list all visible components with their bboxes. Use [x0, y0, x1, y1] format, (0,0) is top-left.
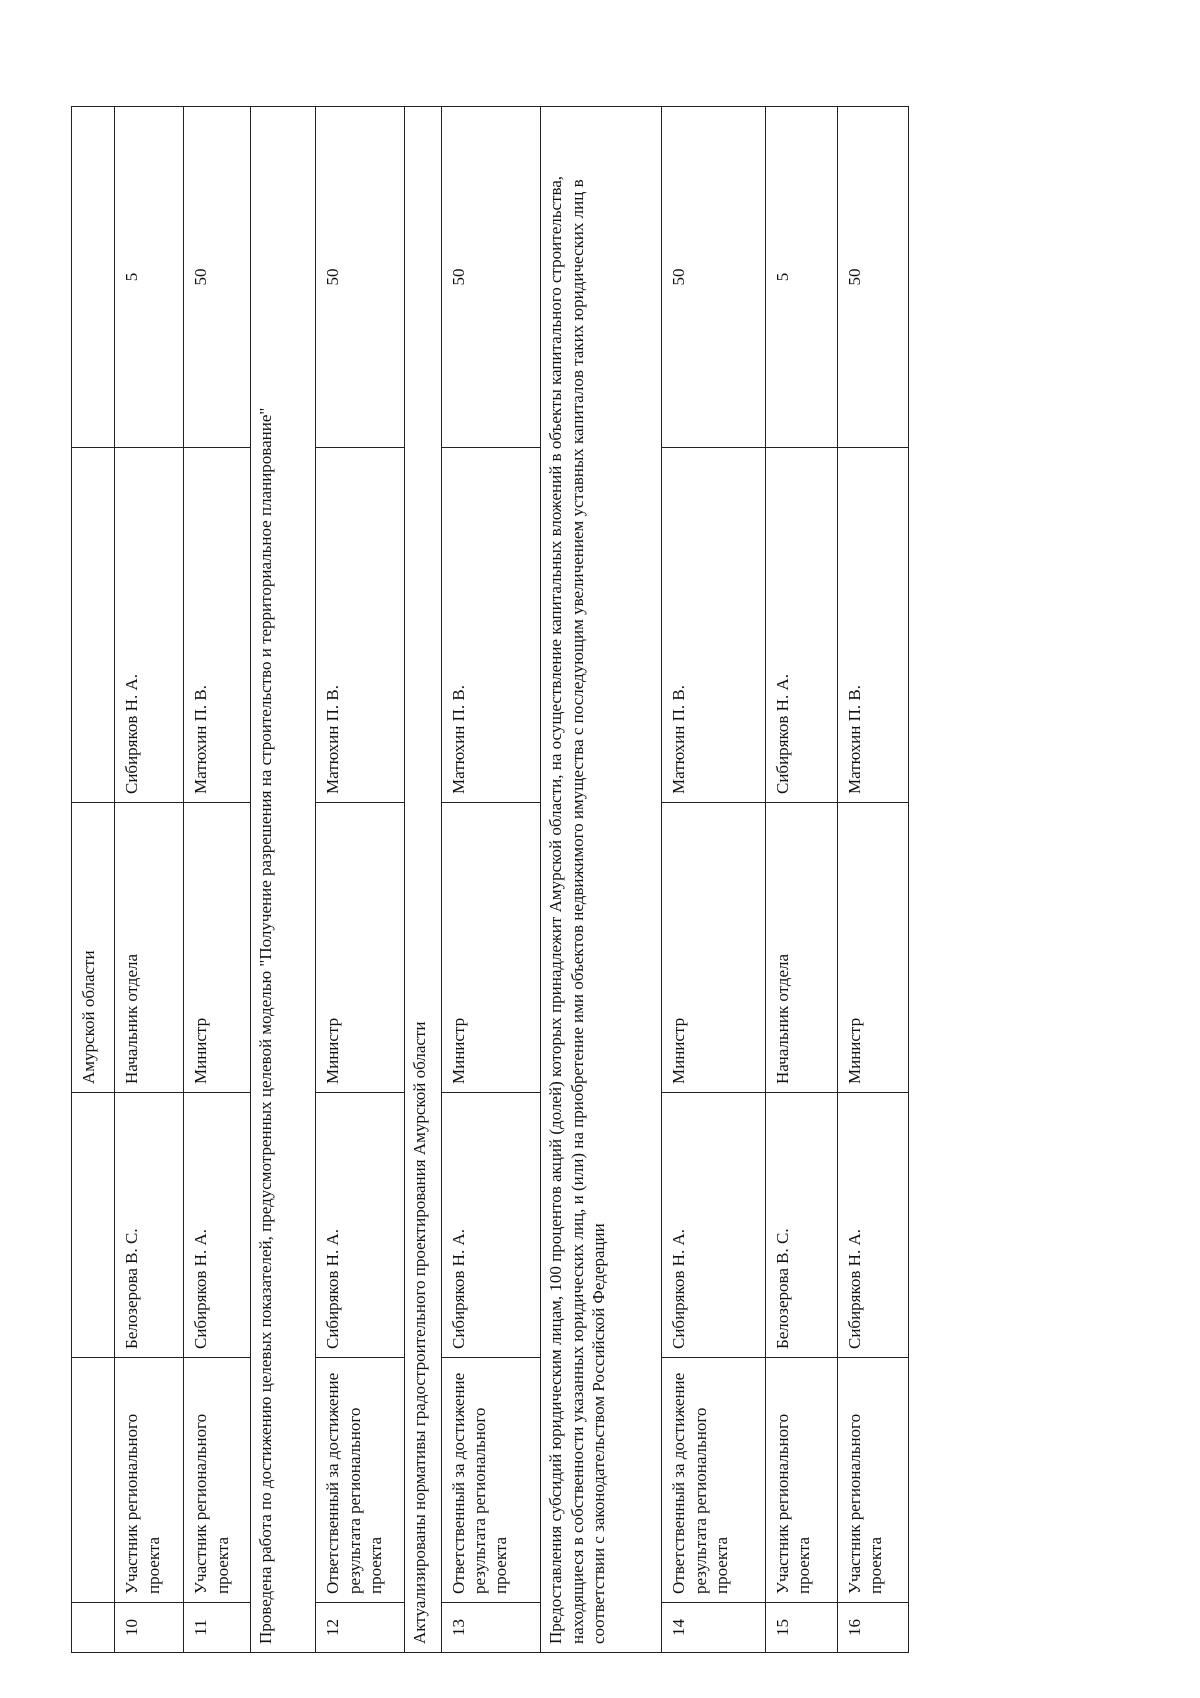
cell-position: Министр: [441, 803, 540, 1093]
table-row-continuation: [72, 107, 115, 1653]
cell-role: Участник регионального проекта: [115, 1358, 184, 1603]
section-heading: Актуализированы нормативы градостроительного проектирования Амурской области: [405, 107, 442, 1653]
cell-position: Министр: [184, 803, 251, 1093]
cell-number: 10: [115, 1603, 184, 1653]
cell-person: Белозерова В. С.: [115, 1093, 184, 1358]
participants-table-body: [72, 107, 909, 1653]
cell-person: Сибиряков Н. А.: [662, 1093, 766, 1358]
participants-table: [71, 106, 909, 1653]
cell-position: Начальник отдела: [115, 803, 184, 1093]
cell-supervisor: Матюхин П. В.: [316, 448, 405, 803]
cell-person: Белозерова В. С.: [766, 1093, 837, 1358]
cell-person: Сибиряков Н. А.: [837, 1093, 908, 1358]
cell-person: Сибиряков Н. А.: [184, 1093, 251, 1358]
cell-value: 50: [662, 107, 766, 448]
cell-position: Начальник отдела: [766, 803, 837, 1093]
table-section-row: [405, 107, 442, 1653]
cell-number: 12: [316, 1603, 405, 1653]
table-row: [316, 107, 405, 1653]
cell-supervisor: Матюхин П. В.: [441, 448, 540, 803]
cell-role: Ответственный за достижение результата регионального проекта: [316, 1358, 405, 1603]
cell-role: Ответственный за достижение результата регионального проекта: [441, 1358, 540, 1603]
section-heading: Предоставления субсидий юридическим лицам, 100 процентов акций (долей) которых принадлежит Амурской области, на осуществление капитальных вложений в объекты капитального строительства, находящиеся в собственности указанных юридических лиц, и (или) на приобретение ими объектов недвижимого имущества с последующим увеличением уставных капиталов таких юридических лиц в соответствии с законодательством Российской Федерации: [541, 107, 662, 1653]
cell-number: 15: [766, 1603, 837, 1653]
table-row: [766, 107, 837, 1653]
table-section-row: [251, 107, 316, 1653]
table-row: [441, 107, 540, 1653]
cell-person: Сибиряков Н. А.: [441, 1093, 540, 1358]
cell-number: [72, 1603, 115, 1653]
cell-number: 13: [441, 1603, 540, 1653]
cell-person: [72, 1093, 115, 1358]
cell-role: Участник регионального проекта: [184, 1358, 251, 1603]
table-row: [837, 107, 908, 1653]
cell-supervisor: Сибиряков Н. А.: [115, 448, 184, 803]
cell-supervisor: [72, 448, 115, 803]
cell-number: 11: [184, 1603, 251, 1653]
cell-value: 5: [115, 107, 184, 448]
cell-position: Министр: [837, 803, 908, 1093]
table-row: [662, 107, 766, 1653]
table-section-row: [541, 107, 662, 1653]
rotated-document-page: [71, 107, 909, 1653]
cell-supervisor: Матюхин П. В.: [184, 448, 251, 803]
cell-role: [72, 1358, 115, 1603]
cell-value: 50: [441, 107, 540, 448]
table-row: [115, 107, 184, 1653]
cell-role: Участник регионального проекта: [837, 1358, 908, 1603]
cell-number: 14: [662, 1603, 766, 1653]
table-row: [184, 107, 251, 1653]
cell-value: 50: [316, 107, 405, 448]
cell-value: 50: [837, 107, 908, 448]
cell-position: Министр: [662, 803, 766, 1093]
cell-value: 50: [184, 107, 251, 448]
cell-supervisor: Матюхин П. В.: [837, 448, 908, 803]
cell-position: Министр: [316, 803, 405, 1093]
cell-supervisor: Сибиряков Н. А.: [766, 448, 837, 803]
cell-role: Ответственный за достижение результата регионального проекта: [662, 1358, 766, 1603]
section-heading: Проведена работа по достижению целевых показателей, предусмотренных целевой моделью "Получение разрешения на строительство и территориальное планирование": [251, 107, 316, 1653]
cell-number: 16: [837, 1603, 908, 1653]
cell-person: Сибиряков Н. А.: [316, 1093, 405, 1358]
cell-position: Амурской области: [72, 803, 115, 1093]
cell-role: Участник регионального проекта: [766, 1358, 837, 1603]
cell-value: 5: [766, 107, 837, 448]
cell-supervisor: Матюхин П. В.: [662, 448, 766, 803]
cell-value: [72, 107, 115, 448]
